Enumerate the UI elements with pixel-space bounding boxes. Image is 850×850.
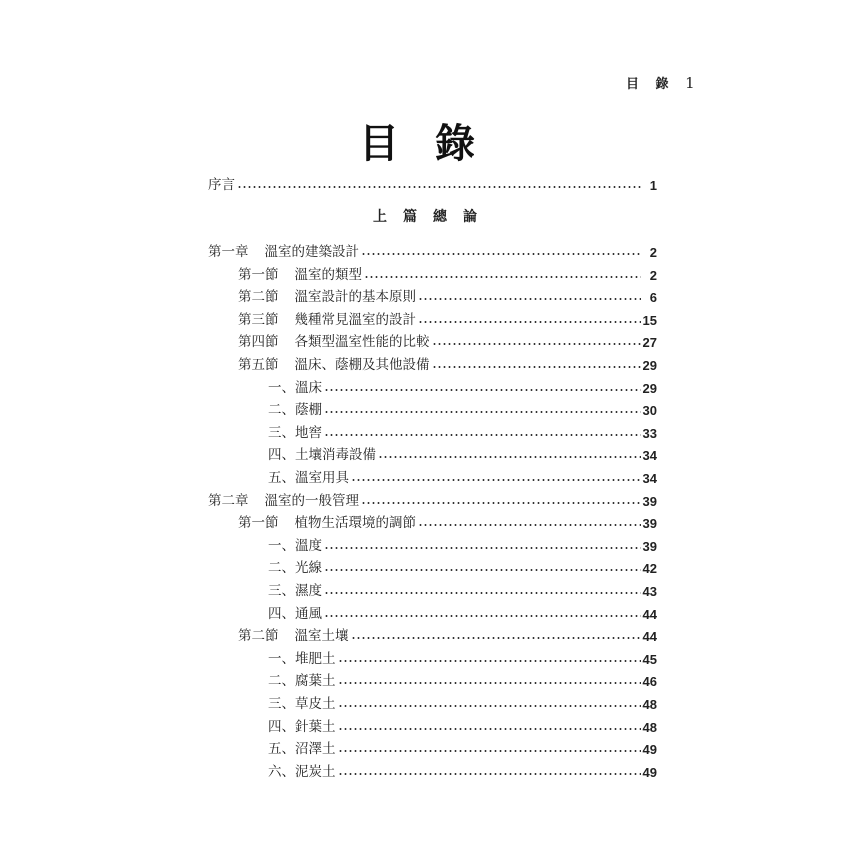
toc-entry-page: 39	[642, 493, 657, 509]
toc-entry-label: 六、泥炭土	[268, 763, 336, 780]
toc-entry-label: 幾種常見溫室的設計	[294, 311, 416, 328]
dot-leader	[338, 750, 641, 752]
toc-entry-page: 34	[642, 448, 657, 464]
toc-entry-subsection[interactable]	[268, 737, 657, 757]
dot-leader	[364, 276, 641, 278]
toc-entry-page: 2	[649, 245, 657, 260]
toc-entry-subsection[interactable]	[268, 760, 657, 780]
toc-entry-subsection[interactable]	[268, 556, 657, 576]
dot-leader	[432, 343, 641, 345]
toc-entry-label: 溫室土壤	[294, 628, 349, 645]
dot-leader	[324, 547, 641, 549]
dot-leader	[351, 637, 641, 639]
running-head-page-number: 1	[685, 74, 695, 92]
toc-entry-page: 15	[642, 312, 657, 328]
toc-entry-prefix: 第一節	[238, 515, 279, 532]
toc-entry-subsection[interactable]	[268, 376, 657, 396]
toc-entry-subsection[interactable]	[268, 692, 657, 712]
toc-entry-page: 29	[642, 358, 657, 373]
toc-entry-page: 44	[642, 606, 657, 622]
dot-leader	[432, 366, 641, 368]
toc-entry-page: 48	[642, 719, 657, 735]
toc-entry-subsection[interactable]	[268, 647, 657, 667]
toc-entry-label: 二、蔭棚	[268, 402, 322, 419]
toc-entry-page: 42	[642, 561, 657, 577]
running-head-text: 目 錄	[626, 77, 675, 92]
toc-entry-label: 三、濕度	[268, 583, 322, 599]
toc-entry-label: 四、針葉土	[268, 718, 336, 735]
toc-entry-label: 溫室的建築設計	[264, 244, 359, 260]
toc-entry-label: 各類型溫室性能的比較	[294, 334, 430, 351]
toc-entry-section[interactable]	[238, 511, 657, 531]
dot-leader	[324, 592, 641, 594]
toc-entry-subsection[interactable]	[268, 579, 657, 599]
dot-leader	[361, 502, 641, 504]
toc-entry-page: 2	[649, 267, 657, 283]
dot-leader	[361, 253, 641, 255]
toc-entry-page: 34	[642, 471, 657, 486]
toc-entry-subsection[interactable]	[268, 715, 657, 735]
toc-entry-page: 45	[642, 651, 657, 667]
toc-entry-label: 三、地窖	[268, 424, 322, 441]
toc-entry-label: 五、溫室用具	[268, 470, 349, 486]
toc-entry-label: 植物生活環境的調節	[294, 515, 416, 532]
toc-entry-prefix: 第三節	[238, 311, 279, 328]
toc-entry-prefix: 第一章	[208, 244, 249, 260]
toc-entry-label: 二、光線	[268, 560, 322, 577]
page-title: 目錄	[359, 120, 511, 167]
dot-leader	[351, 479, 641, 481]
toc-entry-label: 溫室設計的基本原則	[294, 289, 416, 306]
toc-entry-subsection[interactable]	[268, 602, 657, 622]
running-head	[626, 73, 695, 92]
toc-entry-subsection[interactable]	[268, 669, 657, 689]
toc-entry-page: 49	[642, 742, 657, 758]
toc-entry-chapter[interactable]	[208, 240, 657, 260]
toc-entry-page: 33	[642, 425, 657, 441]
part-heading: 上篇總論	[373, 209, 493, 225]
toc-entry-page: 27	[642, 335, 657, 351]
dot-leader	[338, 705, 641, 707]
toc-entry-page: 46	[642, 674, 657, 690]
toc-entry-subsection[interactable]	[268, 534, 657, 554]
toc-entry-label: 序言	[208, 177, 235, 193]
dot-leader	[324, 434, 641, 436]
toc-entry-label: 四、土壤消毒設備	[268, 447, 376, 464]
toc-entry-label: 溫床、蔭棚及其他設備	[294, 357, 430, 373]
dot-leader	[237, 186, 641, 188]
toc-entry-label: 三、草皮土	[268, 696, 336, 712]
toc-entry-page: 39	[642, 516, 657, 532]
toc-entry-label: 一、堆肥土	[268, 650, 336, 667]
dot-leader	[338, 660, 641, 662]
dot-leader	[338, 728, 641, 730]
toc-entry-page: 49	[642, 764, 657, 780]
dot-leader	[338, 682, 641, 684]
dot-leader	[418, 321, 641, 323]
toc-entry-label: 五、沼澤土	[268, 741, 336, 758]
toc-entry-label: 一、溫床	[268, 379, 322, 396]
dot-leader	[338, 773, 641, 775]
dot-leader	[418, 298, 641, 300]
toc-entry-label: 四、通風	[268, 605, 322, 622]
toc-entry-section[interactable]	[238, 285, 657, 305]
toc-entry-page: 48	[642, 697, 657, 712]
toc-entry-page: 43	[642, 584, 657, 599]
toc-entry-section[interactable]	[238, 263, 657, 283]
toc-entry-page: 44	[642, 629, 657, 645]
dot-leader	[324, 615, 641, 617]
toc-entry-label: 溫室的一般管理	[264, 492, 359, 509]
toc-entry-label: 二、腐葉土	[268, 673, 336, 690]
toc-entry-prefix: 第四節	[238, 334, 279, 351]
dot-leader	[324, 569, 641, 571]
toc-entry-prefix: 第五節	[238, 357, 279, 373]
toc-entry-prefix: 第二章	[208, 492, 249, 509]
toc-entry-subsection[interactable]	[268, 398, 657, 418]
toc-entry-subsection[interactable]	[268, 421, 657, 441]
toc-entry-page: 29	[642, 380, 657, 396]
toc-entry-page: 6	[649, 290, 657, 306]
toc-entry-section[interactable]	[238, 624, 657, 644]
dot-leader	[324, 411, 641, 413]
toc-entry-section[interactable]	[238, 353, 657, 373]
dot-leader	[324, 389, 641, 391]
toc-entry-section[interactable]	[238, 330, 657, 350]
toc-entry-page: 1	[649, 178, 657, 193]
toc-entry-preface[interactable]	[208, 173, 657, 193]
toc-entry-chapter[interactable]	[208, 489, 657, 509]
toc-entry-prefix: 第一節	[238, 266, 279, 283]
toc-entry-page: 30	[642, 403, 657, 419]
dot-leader	[378, 456, 641, 458]
dot-leader	[418, 524, 641, 526]
toc-entry-subsection[interactable]	[268, 466, 657, 486]
toc-entry-prefix: 第二節	[238, 628, 279, 645]
toc-entry-label: 溫室的類型	[294, 266, 362, 283]
toc-entry-subsection[interactable]	[268, 443, 657, 463]
toc-entry-section[interactable]	[238, 308, 657, 328]
toc-entry-page: 39	[642, 538, 657, 554]
toc-entry-prefix: 第二節	[238, 289, 279, 306]
toc-entry-label: 一、溫度	[268, 537, 322, 554]
